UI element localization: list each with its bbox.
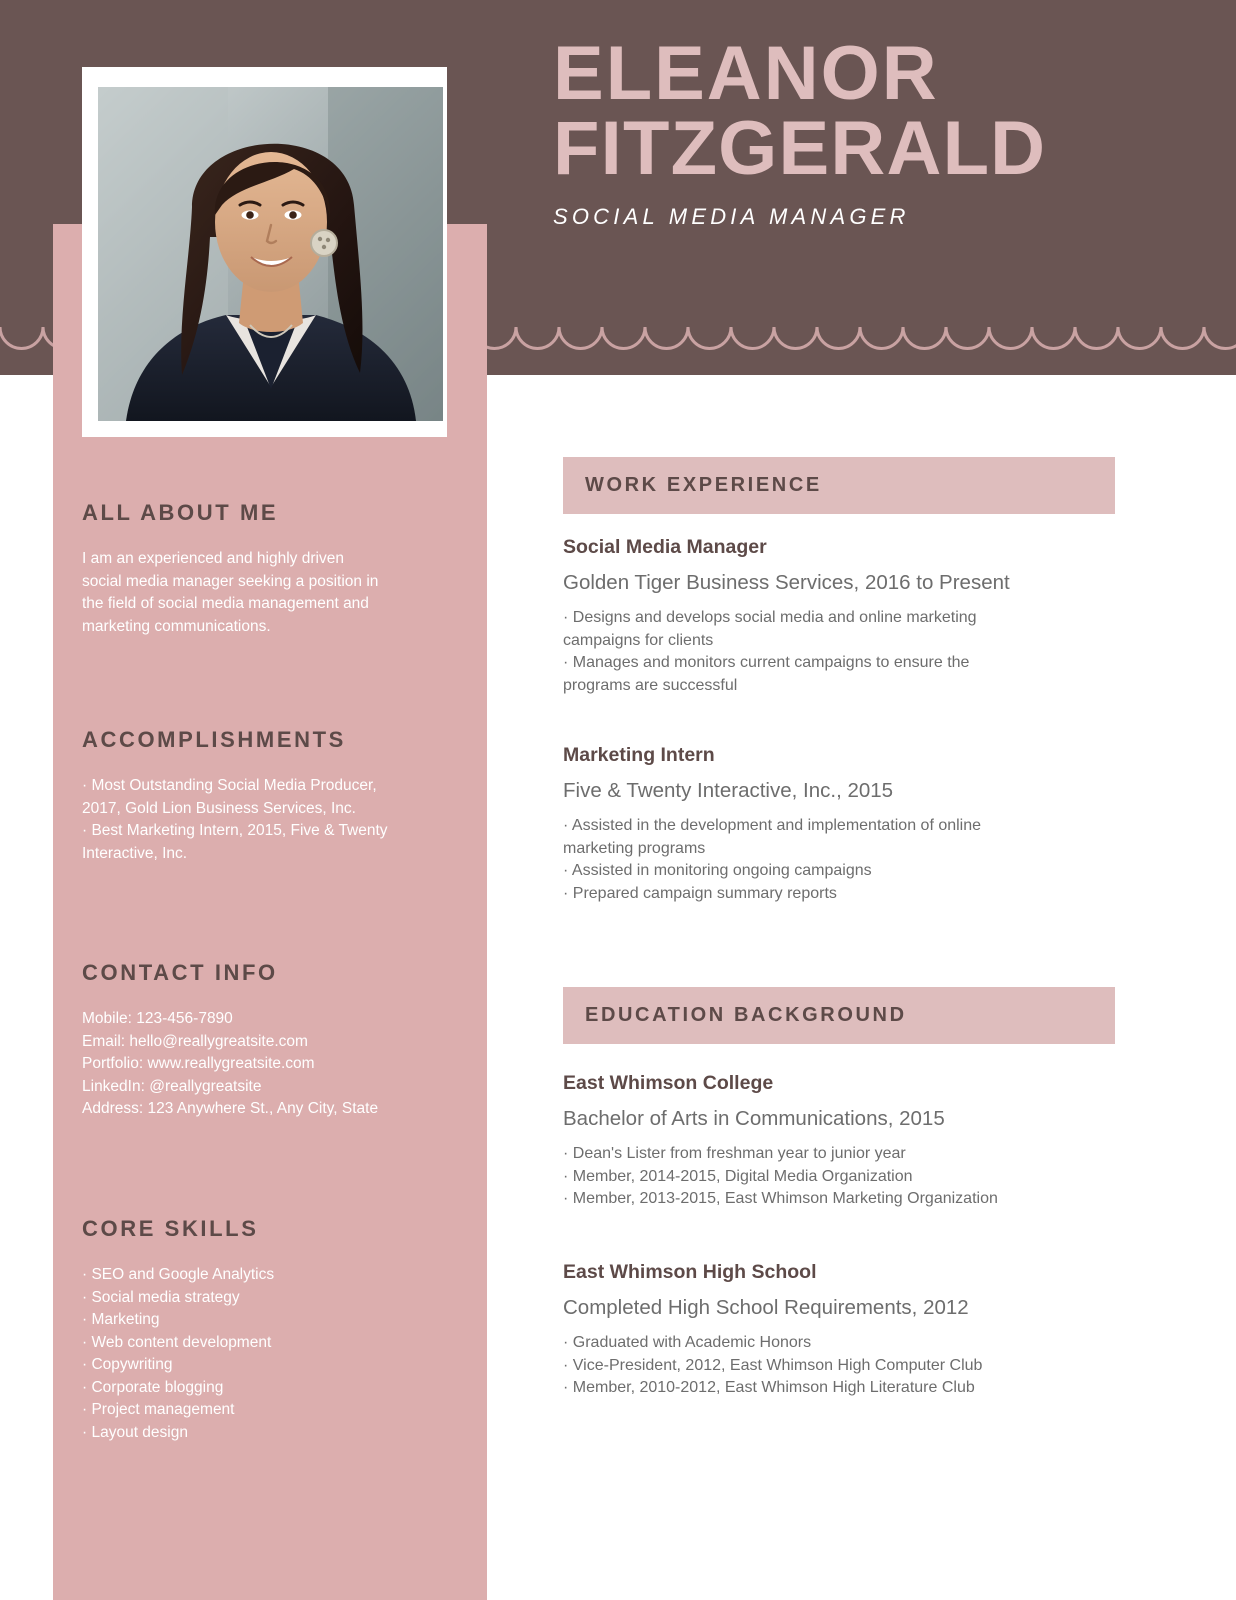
contact-linkedin[interactable]: LinkedIn: @reallygreatsite xyxy=(82,1077,262,1095)
contact-mobile: Mobile: 123-456-7890 xyxy=(82,1010,233,1027)
last-name: FITZGERALD xyxy=(553,106,1047,192)
accomplishments-list xyxy=(82,775,442,865)
list-item: · Assisted in the development and implementation of online xyxy=(563,817,982,834)
section-heading: CONTACT INFO xyxy=(82,960,278,985)
text-line: marketing communications. xyxy=(82,617,271,635)
work-entry xyxy=(563,744,1123,905)
contact-email[interactable]: Email: hello@reallygreatsite.com xyxy=(82,1032,308,1050)
section-bar-work-experience xyxy=(563,457,1115,514)
list-item: · Member, 2013-2015, East Whimson Marketing Organization xyxy=(563,1190,998,1207)
list-item: · Designs and develops social media and online marketing xyxy=(563,609,977,626)
section-heading: EDUCATION BACKGROUND xyxy=(585,1004,907,1026)
text-line: I am an experienced and highly driven xyxy=(82,550,344,567)
list-item: · Most Outstanding Social Media Producer, xyxy=(82,777,377,794)
list-item: campaigns for clients xyxy=(563,631,714,649)
entry-bullets xyxy=(563,815,1123,905)
list-item: · Layout design xyxy=(82,1423,188,1441)
entry-title: East Whimson College xyxy=(563,1072,774,1094)
list-item: · Dean's Lister from freshman year to junior year xyxy=(563,1145,906,1162)
list-item: · Corporate blogging xyxy=(82,1378,224,1396)
list-item: · Member, 2010-2012, East Whimson High Literature Club xyxy=(563,1379,975,1396)
list-item: · Graduated with Academic Honors xyxy=(563,1334,812,1351)
entry-subtitle: Completed High School Requirements, 2012 xyxy=(563,1296,969,1319)
entry-subtitle: Five & Twenty Interactive, Inc., 2015 xyxy=(563,779,894,802)
section-heading: ACCOMPLISHMENTS xyxy=(82,727,346,752)
skills-list xyxy=(82,1264,442,1444)
contact-address: Address: 123 Anywhere St., Any City, State xyxy=(82,1100,379,1117)
entry-subtitle: Bachelor of Arts in Communications, 2015 xyxy=(563,1107,945,1130)
section-core-skills xyxy=(82,1216,442,1444)
entry-bullets xyxy=(563,1143,1123,1211)
entry-bullets xyxy=(563,1332,1123,1400)
entry-subtitle: Golden Tiger Business Services, 2016 to Present xyxy=(563,571,1010,594)
list-item: Interactive, Inc. xyxy=(82,844,188,862)
first-name: ELEANOR xyxy=(553,31,939,116)
photo-frame xyxy=(82,67,447,437)
contact-list xyxy=(82,1008,442,1121)
name-block xyxy=(553,31,1213,230)
list-item: · Manages and monitors current campaigns to ensure the xyxy=(563,654,970,671)
portrait-photo xyxy=(98,87,443,421)
list-item: · Web content development xyxy=(82,1333,272,1351)
list-item: · Vice-President, 2012, East Whimson High Computer Club xyxy=(563,1356,983,1374)
contact-portfolio[interactable]: Portfolio: www.reallygreatsite.com xyxy=(82,1055,315,1072)
list-item: · Prepared campaign summary reports xyxy=(563,884,837,902)
list-item: · Assisted in monitoring ongoing campaigns xyxy=(563,862,872,879)
section-contact-info xyxy=(82,960,442,1121)
list-item: · Social media strategy xyxy=(82,1288,240,1306)
section-heading: ALL ABOUT ME xyxy=(82,500,279,525)
entry-bullets xyxy=(563,607,1123,697)
list-item: 2017, Gold Lion Business Services, Inc. xyxy=(82,799,356,817)
job-title: SOCIAL MEDIA MANAGER xyxy=(553,204,910,230)
section-heading: CORE SKILLS xyxy=(82,1216,259,1241)
section-bar-education-background xyxy=(563,987,1115,1044)
section-accomplishments xyxy=(82,727,442,865)
section-heading: WORK EXPERIENCE xyxy=(585,474,822,496)
list-item: programs are successful xyxy=(563,676,738,694)
list-item: · Best Marketing Intern, 2015, Five & Twenty xyxy=(82,822,388,839)
list-item: · SEO and Google Analytics xyxy=(82,1266,275,1283)
entry-title: Social Media Manager xyxy=(563,536,767,558)
about-text xyxy=(82,548,442,638)
list-item: · Project management xyxy=(82,1401,235,1418)
entry-title: Marketing Intern xyxy=(563,744,715,766)
list-item: · Member, 2014-2015, Digital Media Organization xyxy=(563,1167,913,1185)
work-entry xyxy=(563,536,1123,697)
education-entry xyxy=(563,1072,1123,1211)
list-item: · Marketing xyxy=(82,1311,160,1328)
list-item: marketing programs xyxy=(563,839,706,857)
list-item: · Copywriting xyxy=(82,1356,173,1373)
entry-title: East Whimson High School xyxy=(563,1261,817,1283)
text-line: the field of social media management and xyxy=(82,595,369,612)
text-line: social media manager seeking a position in xyxy=(82,572,379,590)
section-all-about-me xyxy=(82,500,442,638)
education-entry xyxy=(563,1261,1123,1400)
